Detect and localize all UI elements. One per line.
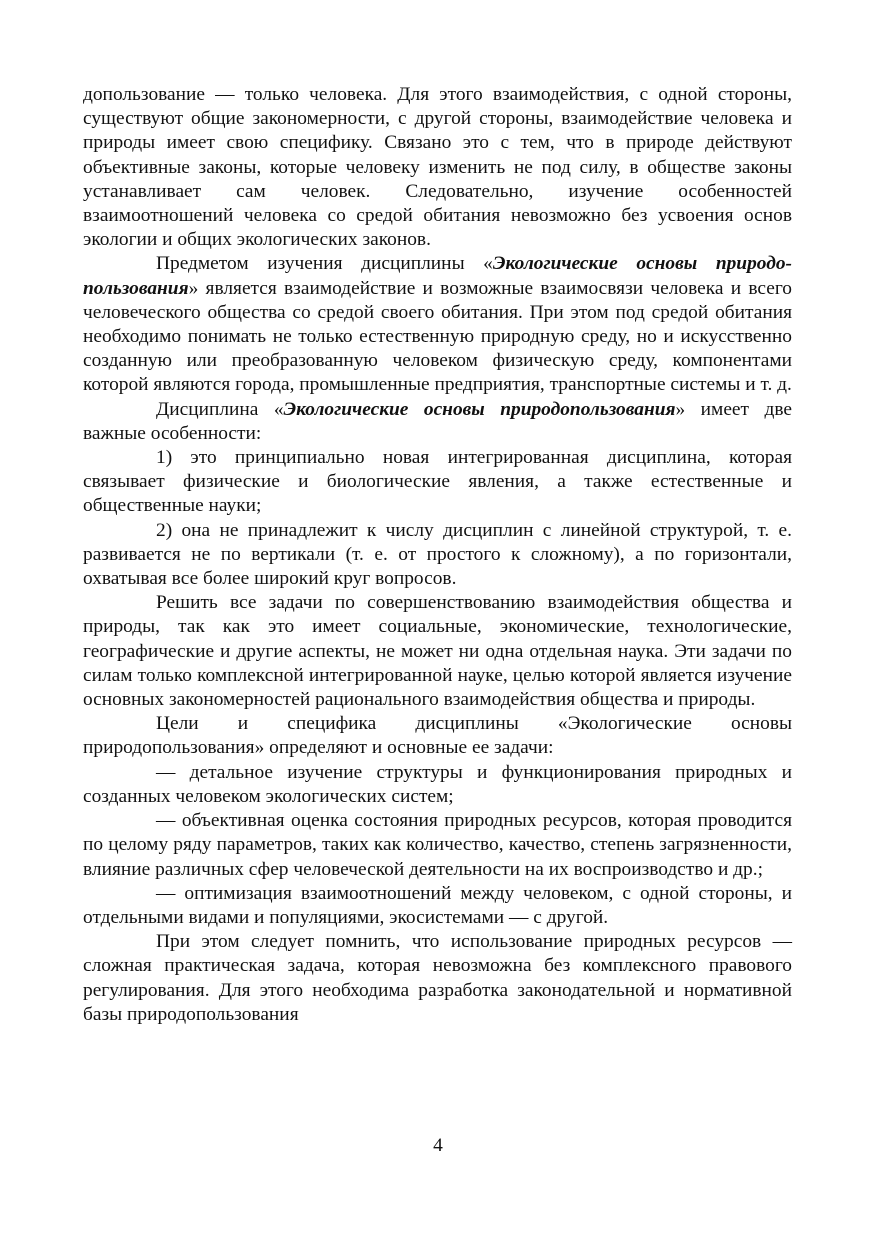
paragraph-3-text-1: Дисциплина « <box>156 398 284 420</box>
feature-item-2-text: 2) она не принадлежит к числу дисциплин с линейной структурой, т. е. развивается не по вертикали (т. е. от простого к сложному), а по горизонтали, охватывая все более широкий круг вопросов. <box>83 519 792 590</box>
paragraph-6 <box>83 591 792 712</box>
paragraph-7-text: Цели и специфика дисциплины «Экологические основы природопользования» определяют и основные ее задачи: <box>83 713 792 759</box>
task-item-3-text: — оптимизация взаимоотношений между человеком, с одной стороны, и отдельными видами и популяциями, экосистемами — с другой. <box>83 882 792 928</box>
page-body <box>83 83 792 1027</box>
paragraph-2-text-2: » является взаимодействие и возможные взаимосвязи человека и всего человеческого общества со средой своего обитания. При этом под средой обитания необходимо понимать не только естественную природную среду, но и искусственно созданную или преобразованную человеком физическую среду, компонентами которой являются города, промышленные предприятия, транспортные системы и т. д. <box>83 277 792 396</box>
paragraph-3 <box>83 398 792 446</box>
page-number: 4 <box>433 1135 443 1156</box>
task-item-2-text: — объективная оценка состояния природных ресурсов, которая проводится по целому ряду параметров, таких как количество, качество, степень загрязненности, влияние различных сфер человеческой деятельности на их воспроизводство и др.; <box>83 810 792 880</box>
paragraph-7 <box>83 712 792 760</box>
task-item-2 <box>83 809 792 882</box>
feature-item-1-text: 1) это принципиально новая интегрированная дисциплина, которая связывает физические и биологические явления, а также естественные и общественные науки; <box>83 447 792 517</box>
discipline-title-emphasis: Экологические основы природопользования <box>83 253 793 299</box>
paragraph-2 <box>83 252 792 397</box>
task-item-1-text: — детальное изучение структуры и функционирования природных и созданных человеком экологических систем; <box>83 761 792 807</box>
task-item-3 <box>83 882 792 930</box>
task-item-1 <box>83 761 792 809</box>
paragraph-1-text: допользование — только человека. Для этого взаимодействия, с одной стороны, существуют общие закономерности, с другой стороны, взаимодействие человека и природы имеет свою специфику. Связано это с тем, что в природе действуют объективные законы, которые человеку изменить не под силу, в обществе законы устанавливает сам человек. Следовательно, изучение особенностей взаимоотношений человека со средой обитания невозможно без усвоения основ экологии и общих экологических законов. <box>83 84 792 251</box>
feature-item-2 <box>83 519 792 592</box>
paragraph-1 <box>83 83 792 252</box>
paragraph-11 <box>83 930 792 1027</box>
paragraph-3-text-2: » имеет две важные особенности: <box>83 398 792 444</box>
paragraph-2-text-1: Предметом изучения дисциплины « <box>156 253 493 275</box>
paragraph-6-text: Решить все задачи по совершенствованию взаимодействия общества и природы, так как это имеет социальные, экономические, технологические, географические и другие аспекты, не может ни одна отдельная наука. Эти задачи по силам только комплексной интегрированной науке, целью которой является изучение основных закономерностей рационального взаимодействия общества и природы. <box>83 592 792 711</box>
discipline-title-emphasis-2: Экологические основы природопользования <box>283 398 676 420</box>
feature-item-1 <box>83 446 792 519</box>
paragraph-11-text: При этом следует помнить, что использование природных ресурсов — сложная практическая задача, которая невозможна без комплексного правового регулирования. Для этого необходима разработка законодательной и нормативной базы природопользования <box>83 931 792 1025</box>
